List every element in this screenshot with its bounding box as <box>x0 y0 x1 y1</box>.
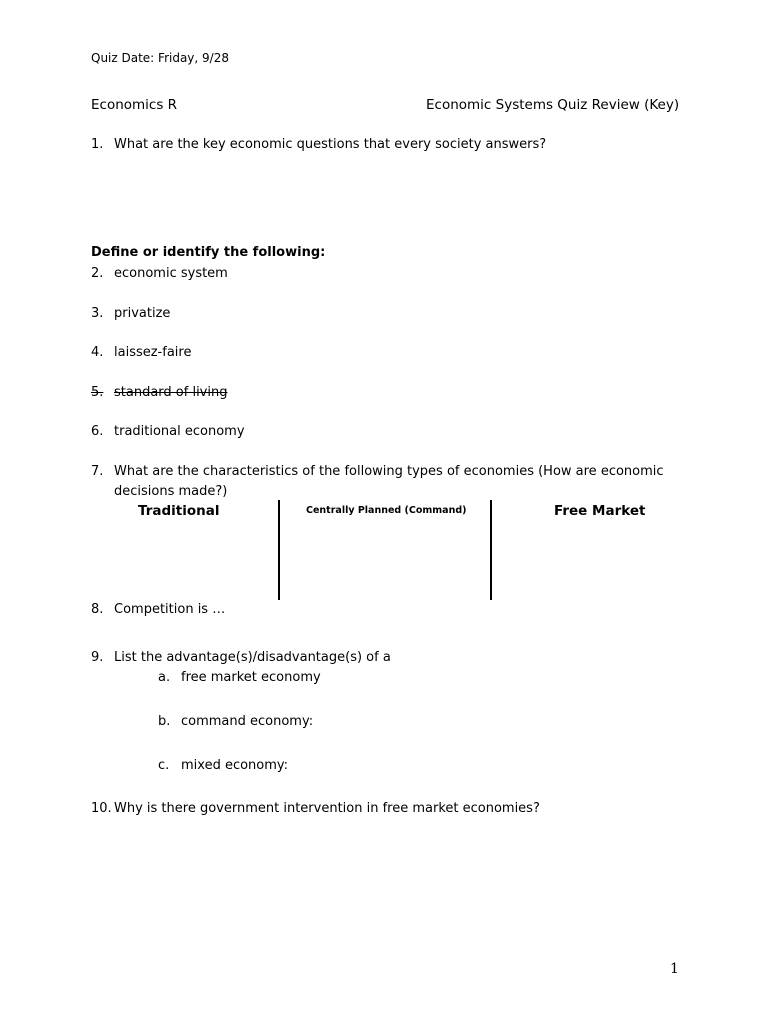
course-name: Economics R <box>91 97 178 113</box>
term-2-number: 2. <box>91 266 104 281</box>
term-5-text: standard of living <box>114 385 228 400</box>
question-1-text: What are the key economic questions that every society answers? <box>114 137 547 152</box>
question-1-number: 1. <box>91 137 104 152</box>
column-divider <box>490 500 492 600</box>
term-3-text: privatize <box>114 306 171 321</box>
define-heading: Define or identify the following: <box>91 245 326 260</box>
question-10-text: Why is there government intervention in free market economies? <box>114 801 540 816</box>
question-7-number: 7. <box>91 464 104 479</box>
question-10-number: 10. <box>91 801 112 816</box>
question-9c-text: mixed economy: <box>181 758 289 773</box>
question-9a-label: a. <box>158 670 171 685</box>
column-free-market: Free Market <box>554 503 646 519</box>
column-divider <box>278 500 280 600</box>
term-5-number: 5. <box>91 385 104 400</box>
question-9b-text: command economy: <box>181 714 314 729</box>
question-9-number: 9. <box>91 650 104 665</box>
term-6-number: 6. <box>91 424 104 439</box>
term-6-text: traditional economy <box>114 424 245 439</box>
question-7-line-2: decisions made?) <box>114 484 228 499</box>
question-9-text: List the advantage(s)/disadvantage(s) of a <box>114 650 391 665</box>
question-9b-label: b. <box>158 714 171 729</box>
question-8-number: 8. <box>91 602 104 617</box>
column-traditional: Traditional <box>138 503 220 519</box>
term-3-number: 3. <box>91 306 104 321</box>
page-title: Economic Systems Quiz Review (Key) <box>426 97 680 113</box>
term-4-number: 4. <box>91 345 104 360</box>
quiz-date: Quiz Date: Friday, 9/28 <box>91 51 229 65</box>
term-2-text: economic system <box>114 266 228 281</box>
question-8-text: Competition is … <box>114 602 226 617</box>
term-4-text: laissez-faire <box>114 345 192 360</box>
question-7-line-1: What are the characteristics of the following types of economies (How are economic <box>114 464 664 479</box>
column-command: Centrally Planned (Command) <box>306 505 467 516</box>
page-number: 1 <box>670 961 679 977</box>
question-9a-text: free market economy <box>181 670 321 685</box>
question-9c-label: c. <box>158 758 170 773</box>
